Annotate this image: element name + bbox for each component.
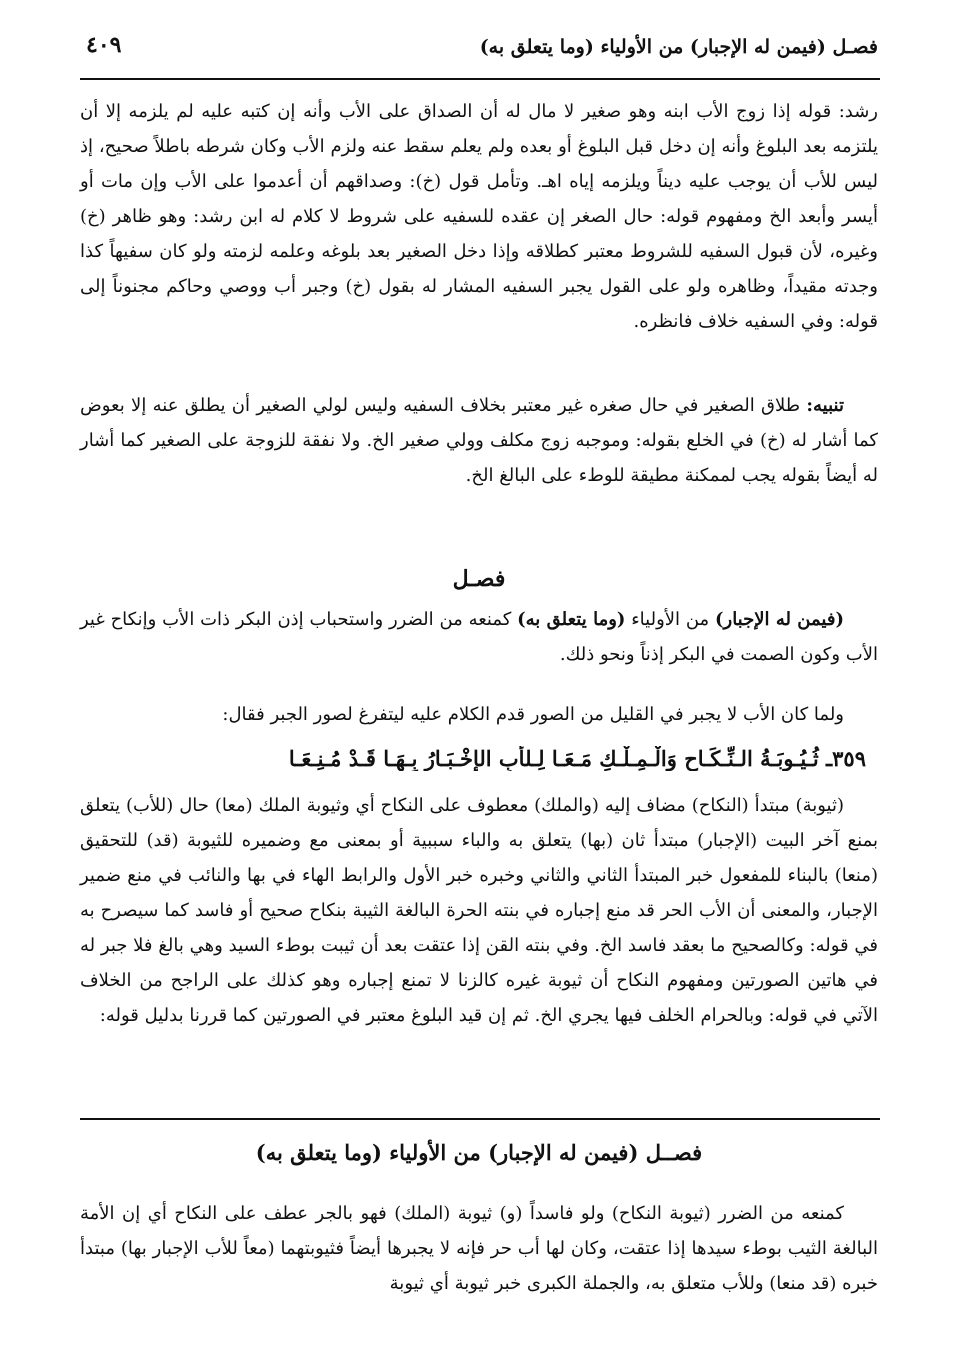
verse-line: ٣٥٩ـ ثُـيُـوبَـةُ الـنِّـكَـاحِ وَالْـمِـلْـكِ مَـعَـا لِـلأبِ الإِخْـبَـارُ بِـهَـا قَـدْ مُـنِـعَـا (288, 746, 866, 771)
section-heading: فصـل (452, 566, 506, 592)
lower-commentary-text: كمنعه من الضرر (ثيوبة النكاح) ولو فاسداً (و) ثيوبة (الملك) فهو بالجر عطف على النكاح أي إن الأمة البالغة الثيب بوطء سيدها إذا عتقت، وكان لها أب حر فإنه لا يجبرها أيضاً فثيوبتهما (معاً للأب الإجبار بها) مبتدأ خبره (قد منعا) وللأب متعلق به، والجملة الكبرى خبر ثيوبة أي ثيوبة (80, 1203, 878, 1294)
header-title: فصـل (فيمن له الإجبار) من الأولياء (وما يتعلق به) (479, 36, 878, 58)
intro-bold-1: (فيمن له الإجبار) (714, 609, 844, 630)
intro-paragraph (80, 602, 878, 672)
separator-rule (80, 1118, 880, 1120)
page-number: ٤٠٩ (86, 32, 122, 58)
intro-bold-2: (وما يتعلق به) (517, 609, 626, 630)
note-label: تنبيه: (806, 395, 844, 416)
header-rule (80, 78, 880, 80)
verse-commentary (80, 788, 878, 1033)
running-header (80, 30, 878, 70)
commentary-paragraph-note (80, 388, 878, 493)
note-paragraph (80, 388, 878, 493)
lower-commentary (80, 1196, 878, 1301)
lead-in (80, 697, 878, 732)
intro-text-2: كمنعه من الضرر واستحباب إذن البكر ذات الأب وإنكاح غير الأب وكون الصمت في البكر إذناً ونحو ذلك. (80, 609, 878, 665)
lead-in-text: ولما كان الأب لا يجبر في القليل من الصور قدم الكلام عليه ليتفرغ لصور الجبر فقال: (222, 704, 844, 725)
section-intro (80, 602, 878, 672)
verse-commentary-text: (ثيوبة) مبتدأ (النكاح) مضاف إليه (والملك) معطوف على النكاح أي وثيوبة الملك (معا) حال (للأب) يتعلق بمنع آخر البيت (الإجبار) مبتدأ ثان (بها) يتعلق به والباء سببية أو بمعنى مع وضميره للثيوبة (قد) للتحقيق (منعا) بالبناء للمفعول خبر المبتدأ الثاني والثاني وخبره خبر الأول والرابط الهاء في بها والنائب في منع ضمير الإجبار، والمعنى أن الأب الحر قد منع إجباره في بنته الحرة البالغة الثيبة بنكاح صحيح أو فاسد كما سيصرح به في قوله: وكالصحيح ما بعقد فاسد الخ. وفي بنته القن إذا عتقت بعد أن ثيبت بوطء السيد وهي بالغ فلا جبر له في هاتين الصورتين ومفهوم النكاح أن ثيوبة غيره كالزنا لا تمنع إجباره وهو كذلك على الراجح من الخلاف الآتي في قوله: وبالحرام الخلف فيها يجري الخ. ثم إن قيد البلوغ معتبر في الصورتين كما قررنا بدليل قوله: (80, 795, 878, 1026)
paragraph-text: رشد: قوله إذا زوج الأب ابنه وهو صغير لا مال له أن الصداق على الأب وأنه إن كتبه عليه لم يلزمه إلا أن يلتزمه بعد البلوغ وأنه إن دخل قبل البلوغ أو بعده ولم يعلم سقط عنه ولزم الأب وكان شرطه باطلاً صحيح، إذ ليس للأب أن يوجب عليه ديناً ويلزمه إياه اهـ. وتأمل قول (خ): وصداقهم أن أعدموا على الأب وإن مات أو أيسر وأبعد الخ ومفهوم قوله: حال الصغر إن عقده للسفيه على شروط لا كلام له ابن رشد: وهو ظاهر (خ) وغيره، لأن قبول السفيه للشروط معتبر كطلاقه وإذا دخل الصغير بعد بلوغه وعلمه لزمته ولو كان سفيهاً كذا وجدته مقيداً، وظاهره ولو على القول يجبر السفيه المشار له بقول (خ) وجبر أب ووصي وحاكم مجنوناً إلى قوله: وفي السفيه خلاف فانظره. (80, 101, 879, 332)
note-text: طلاق الصغير في حال صغره غير معتبر بخلاف السفيه وليس لولي الصغير أن يطلق عنه إلا بعوض كما أشار له (خ) في الخلع بقوله: وموجبه زوج مكلف وولي صغير الخ. ولا نفقة للزوجة على الصغير كما أشار له أيضاً بقوله يجب لممكنة مطيقة للوطء على البالغ الخ. (80, 395, 878, 486)
intro-text-1: من الأولياء (631, 609, 710, 630)
lower-section-heading: فصــل (فيمن له الإجبار) من الأولياء (وما يتعلق به) (255, 1140, 703, 1165)
commentary-paragraph-1 (80, 94, 878, 339)
